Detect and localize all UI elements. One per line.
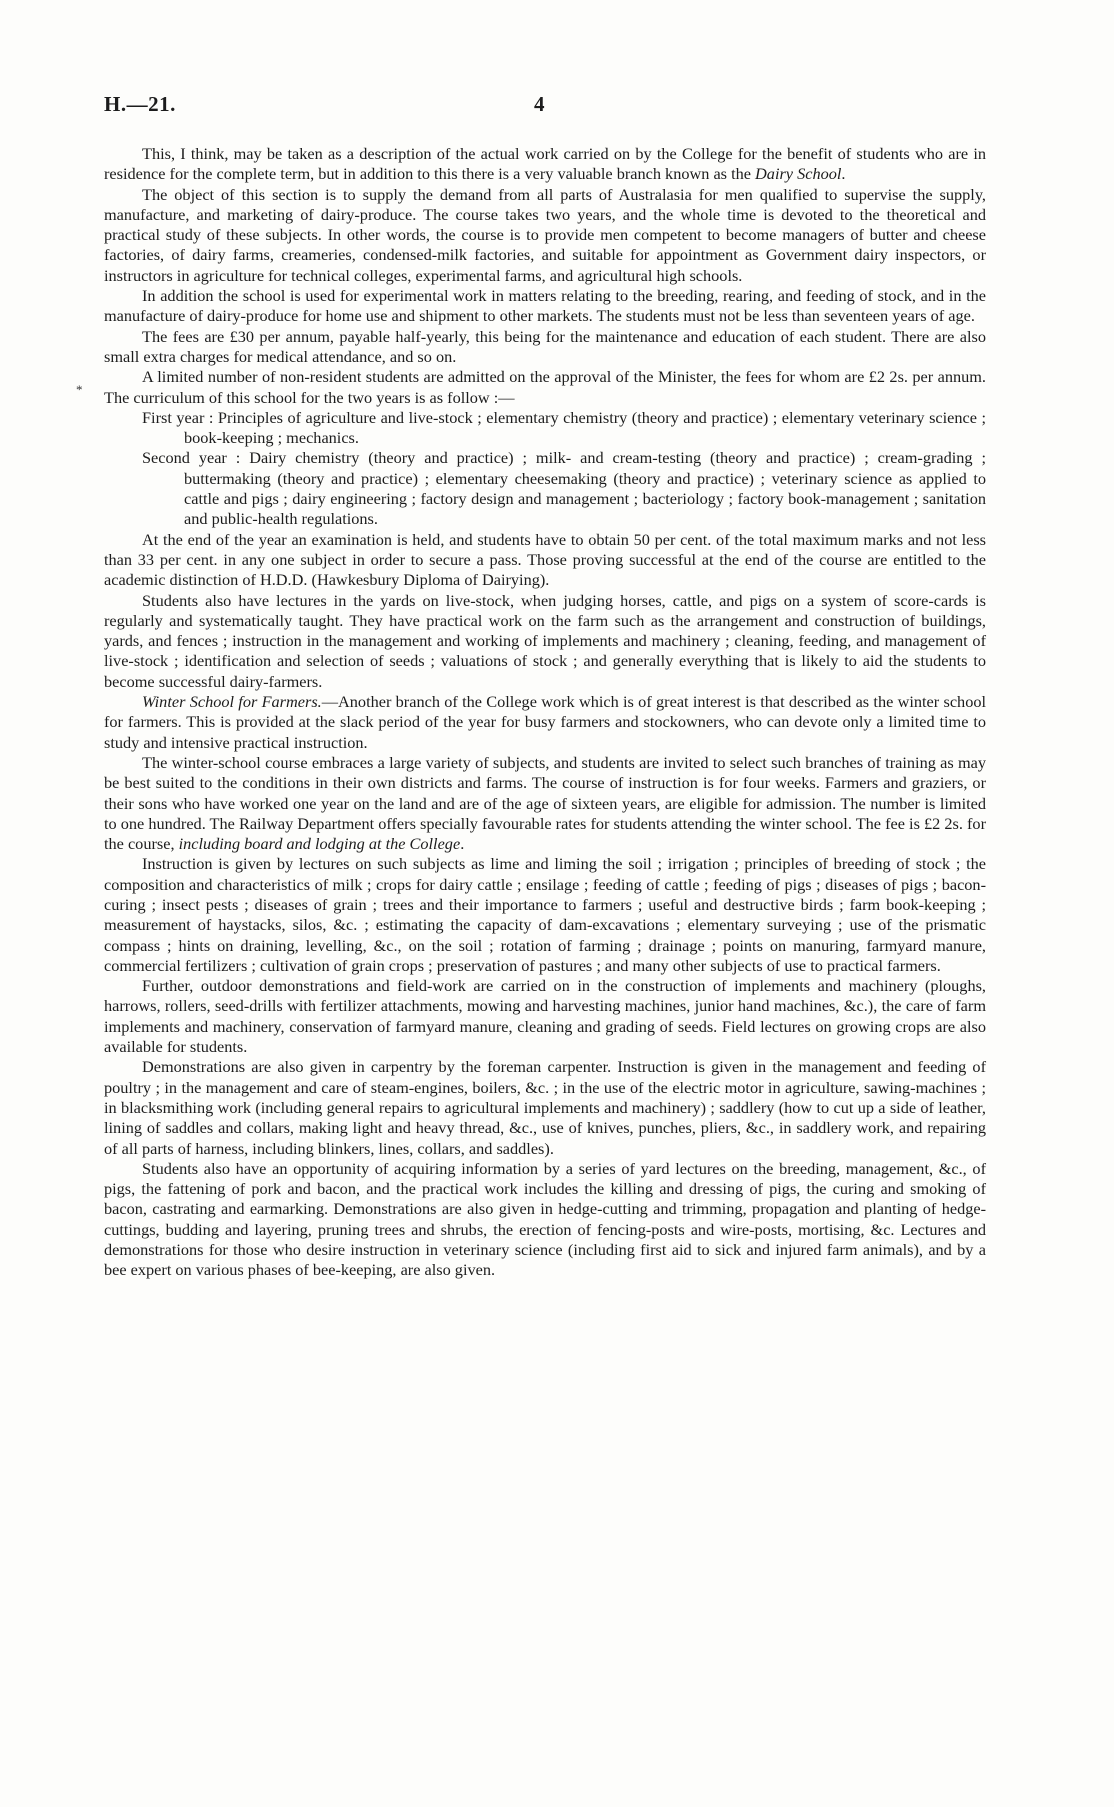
text-run: The object of this section is to supply the demand from all parts of Australasia for men qualified to supervise the supply, manufacture, and marketing of dairy-produce. The course takes two years, and the whole time is devoted to the theoretical and practical study of these subjects. In other words, the course is to provide men competent to become managers of butter and cheese factories, of dairy farms, creameries, condensed-milk factories, and suitable for appointment as Government dairy inspectors, or instructors in agriculture for technical colleges, experimental farms, and agricultural high schools. [104, 184, 986, 285]
text-run: Instruction is given by lectures on such subjects as lime and liming the soil ; irrigation ; principles of breeding of stock ; the composition and characteristics of milk ; crops for dairy cattle ; ensilage ; feeding of cattle ; feeding of pigs ; diseases of pigs ; bacon-curing ; insect pests ; diseases of grain ; trees and their importance to farmers ; useful and destructive birds ; farm book-keeping ; measurement of haystacks, silos, &c. ; estimating the capacity of dam-excavations ; elementary surveying ; use of the prismatic compass ; hints on draining, levelling, &c., on the soil ; rotation of farming ; drainage ; points on manuring, farmyard manure, commercial fertilizers ; cultivation of grain crops ; preservation of pastures ; and many other subjects of use to practical farmers. [104, 854, 986, 975]
text-run: Further, outdoor demonstrations and field-work are carried on in the construction of implements and machinery (ploughs, harrows, rollers, seed-drills with fertilizer attachments, mowing and harvesting machines, junior hand machines, &c.), the care of farm implements and machinery, conservation of farmyard manure, cleaning and grading of seeds. Field lectures on growing crops are also available for students. [104, 976, 986, 1057]
paragraph [104, 144, 986, 185]
paragraph [104, 854, 986, 976]
paragraph [104, 1057, 986, 1158]
text-run: . [841, 164, 846, 184]
paragraph [104, 753, 986, 854]
text-run: Students also have an opportunity of acquiring information by a series of yard lectures on the breeding, management, &c., of pigs, the fattening of pork and bacon, and the practical work includes the killing and dressing of pigs, the curing and smoking of bacon, castrating and earmarking. Demonstrations are also given in hedge-cutting and trimming, propagation and planting of hedge-cuttings, budding and layering, pruning trees and shrubs, the erection of fencing-posts and wire-posts, mortising, &c. Lectures and demonstrations for those who desire instruction in veterinary science (including first aid to sick and injured farm animals), and by a bee expert on various phases of bee-keeping, are also given. [104, 1158, 986, 1280]
curriculum-item [104, 448, 986, 529]
italic-text: Dairy School [755, 164, 842, 184]
text-run: In addition the school is used for experimental work in matters relating to the breeding, rearing, and feeding of stock, and in the manufacture of dairy-produce for home use and shipment to other markets. The students must not be less than seventeen years of age. [104, 286, 986, 326]
page-number: 4 [534, 92, 545, 116]
page-header [104, 92, 984, 124]
paragraph [104, 591, 986, 692]
document-reference: H.—21. [104, 92, 176, 116]
body-text [104, 144, 986, 1281]
text-run: Demonstrations are also given in carpentry by the foreman carpenter. Instruction is given in the management and feeding of poultry ; in the management and care of steam-engines, boilers, &c. ; in the use of the electric motor in agriculture, sawing-machines ; in blacksmithing work (including general repairs to agricultural implements and machinery) ; saddlery (how to cut up a side of leather, lining of saddles and collars, making light and heavy thread, &c., use of knives, punches, pliers, &c., in saddlery work, and repairing of all parts of harness, including blinkers, lines, collars, and saddles). [104, 1057, 986, 1158]
text-run: Second year : Dairy chemistry (theory and practice) ; milk- and cream-testing (theory and practice) ; cream-grading ; buttermaking (theory and practice) ; elementary cheesemaking (theory and practice) ; veterinary science as applied to cattle and pigs ; dairy engineering ; factory design and management ; bacteriology ; factory book-management ; sanitation and public-health regulations. [142, 448, 986, 529]
paragraph [104, 1159, 986, 1281]
paragraph [104, 976, 986, 1057]
curriculum-item [104, 408, 986, 449]
paragraph [104, 367, 986, 408]
text-run: —Another branch of the College work which is of great interest is that described as the winter school for farmers. This is provided at the slack period of the year for busy farmers and stockowners, who can devote only a limited time to study and intensive practical instruction. [104, 692, 987, 752]
text-run: A limited number of non-resident students are admitted on the approval of the Minister, the fees for whom are £2 2s. per annum. The curriculum of this school for the two years is as follow :— [104, 367, 986, 407]
italic-text: Winter School for Farmers. [142, 692, 322, 712]
text-run: This, I think, may be taken as a description of the actual work carried on by the College for the benefit of students who are in residence for the complete term, but in addition to this there is a very valuable branch known as the [104, 144, 986, 184]
text-run: Students also have lectures in the yards on live-stock, when judging horses, cattle, and pigs on a system of score-cards is regularly and systematically taught. They have practical work on the farm such as the arrangement and construction of buildings, yards, and fences ; instruction in the management and working of implements and machinery ; cleaning, feeding, and management of live-stock ; identification and selection of seeds ; valuations of stock ; and generally everything that is likely to aid the students to become successful dairy-farmers. [104, 590, 986, 691]
text-run: First year : Principles of agriculture and live-stock ; elementary chemistry (theory and practice) ; elementary veterinary science ; book-keeping ; mechanics. [142, 407, 986, 448]
margin-mark: * [76, 382, 83, 397]
paragraph [104, 286, 986, 327]
paragraph [104, 327, 986, 368]
text-run: The winter-school course embraces a large variety of subjects, and students are invited to select such branches of training as may be best suited to the conditions in their own districts and farms. The course of instruction is for four weeks. Farmers and graziers, or their sons who have worked one year on the land and are of the age of sixteen years, are eligible for admission. The number is limited to one hundred. The Railway Department offers specially favourable rates for students attending the winter school. The fee is £2 2s. for the course, [104, 752, 986, 854]
paragraph [104, 530, 986, 591]
paragraph [104, 692, 986, 753]
paragraph [104, 185, 986, 286]
italic-text: including board and lodging at the College [178, 834, 461, 854]
text-run: At the end of the year an examination is held, and students have to obtain 50 per cent. of the total maximum marks and not less than 33 per cent. in any one subject in order to secure a pass. Those proving successful at the end of the course are entitled to the academic distinction of H.D.D. (Hawkesbury Diploma of Dairying). [104, 529, 986, 590]
text-run: The fees are £30 per annum, payable half-yearly, this being for the maintenance and education of each student. There are also small extra charges for medical attendance, and so on. [104, 326, 986, 366]
text-run: . [460, 834, 465, 854]
